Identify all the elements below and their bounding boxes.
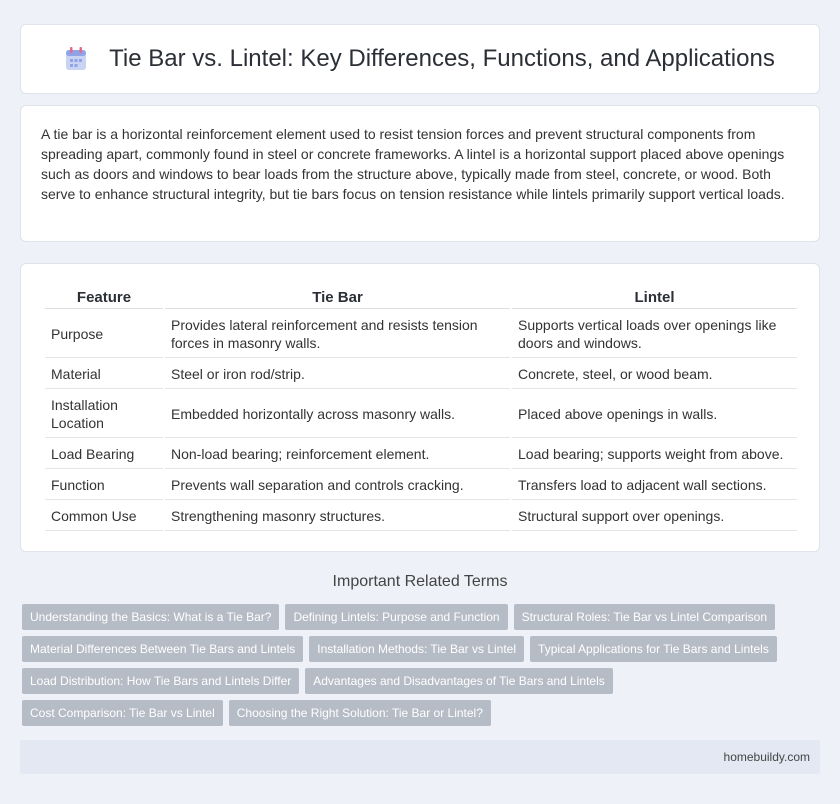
- row-lintel: Concrete, steel, or wood beam.: [512, 360, 797, 389]
- related-term-tag[interactable]: Choosing the Right Solution: Tie Bar or Lintel?: [229, 700, 491, 726]
- table-header-row: [45, 288, 797, 309]
- comparison-table: [43, 286, 799, 533]
- row-tie-bar: Embedded horizontally across masonry walls.: [165, 391, 510, 438]
- page-title: Tie Bar vs. Lintel: Key Differences, Functions, and Applications: [109, 45, 775, 72]
- related-term-tag[interactable]: Defining Lintels: Purpose and Function: [285, 604, 507, 630]
- related-term-tag[interactable]: Advantages and Disadvantages of Tie Bars and Lintels: [305, 668, 613, 694]
- table-row: [45, 502, 797, 531]
- row-tie-bar: Provides lateral reinforcement and resists tension forces in masonry walls.: [165, 311, 510, 358]
- related-term-tag[interactable]: Material Differences Between Tie Bars and Lintels: [22, 636, 303, 662]
- footer: [20, 740, 820, 774]
- intro-card: [20, 105, 820, 242]
- row-tie-bar: Prevents wall separation and controls cracking.: [165, 471, 510, 500]
- header-tie-bar: Tie Bar: [165, 288, 510, 309]
- related-term-tag[interactable]: Cost Comparison: Tie Bar vs Lintel: [22, 700, 223, 726]
- page-header: [20, 24, 820, 94]
- row-feature: Common Use: [45, 502, 163, 531]
- table-row: [45, 440, 797, 469]
- table-row: [45, 471, 797, 500]
- row-tie-bar: Steel or iron rod/strip.: [165, 360, 510, 389]
- related-term-tag[interactable]: Installation Methods: Tie Bar vs Lintel: [309, 636, 524, 662]
- header-lintel: Lintel: [512, 288, 797, 309]
- related-term-tag[interactable]: Typical Applications for Tie Bars and Lintels: [530, 636, 777, 662]
- row-lintel: Structural support over openings.: [512, 502, 797, 531]
- row-lintel: Transfers load to adjacent wall sections.: [512, 471, 797, 500]
- related-terms-title: Important Related Terms: [332, 573, 508, 590]
- row-feature: Installation Location: [45, 391, 163, 438]
- row-feature: Purpose: [45, 311, 163, 358]
- footer-site[interactable]: homebuildy.com: [723, 750, 810, 764]
- table-row: [45, 311, 797, 358]
- intro-text: A tie bar is a horizontal reinforcement element used to resist tension forces and prevent structural components from spreading apart, commonly found in steel or concrete frameworks. A lintel is a horizontal support placed above openings such as doors and windows to bear loads from the structure above, typically made from steel, concrete, or wood. Both serve to enhance structural integrity, but tie bars focus on tension resistance while lintels primarily support vertical loads.: [41, 126, 785, 202]
- table-row: [45, 360, 797, 389]
- row-lintel: Load bearing; supports weight from above.: [512, 440, 797, 469]
- related-term-tag[interactable]: Structural Roles: Tie Bar vs Lintel Comparison: [514, 604, 775, 630]
- related-term-tag[interactable]: Load Distribution: How Tie Bars and Lintels Differ: [22, 668, 299, 694]
- row-tie-bar: Strengthening masonry structures.: [165, 502, 510, 531]
- header-feature: Feature: [45, 288, 163, 309]
- row-feature: Function: [45, 471, 163, 500]
- comparison-card: [20, 263, 820, 552]
- row-lintel: Supports vertical loads over openings like doors and windows.: [512, 311, 797, 358]
- row-feature: Material: [45, 360, 163, 389]
- row-feature: Load Bearing: [45, 440, 163, 469]
- row-lintel: Placed above openings in walls.: [512, 391, 797, 438]
- calendar-icon: [65, 47, 87, 71]
- related-term-tag[interactable]: Understanding the Basics: What is a Tie Bar?: [22, 604, 279, 630]
- related-terms-list: [22, 604, 822, 732]
- table-row: [45, 391, 797, 438]
- row-tie-bar: Non-load bearing; reinforcement element.: [165, 440, 510, 469]
